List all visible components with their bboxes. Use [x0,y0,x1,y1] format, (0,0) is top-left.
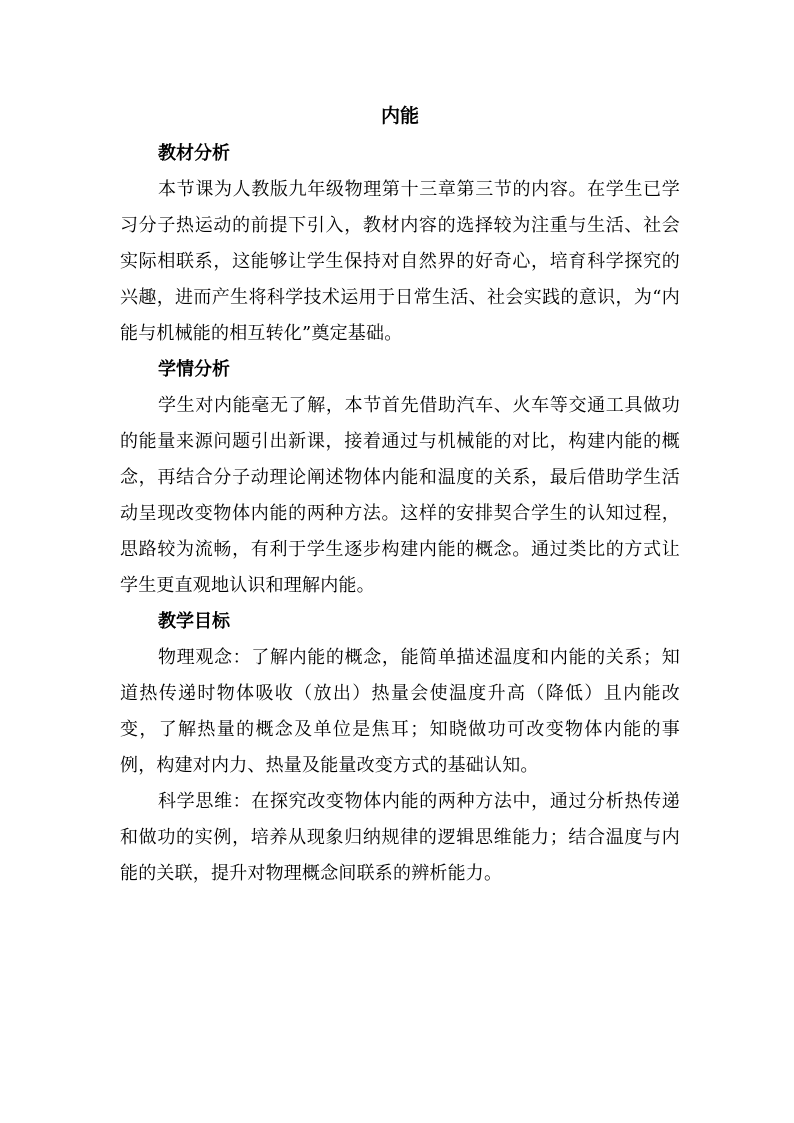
section-teaching-objectives [120,604,680,892]
section-heading: 教材分析 [158,143,230,164]
paragraph: 科学思维：在探究改变物体内能的两种方法中，通过分析热传递和做功的实例，培养从现象归纳规律的逻辑思维能力；结合温度与内能的关联，提升对物理概念间联系的辨析能力。 [120,791,680,884]
section-textbook-analysis [120,136,680,352]
section-student-analysis [120,352,680,604]
paragraph: 物理观念：了解内能的概念，能简单描述温度和内能的关系；知道热传递时物体吸收（放出）热量会使温度升高（降低）且内能改变，了解热量的概念及单位是焦耳；知晓做功可改变物体内能的事例，构建对内力、热量及能量改变方式的基础认知。 [120,647,680,776]
section-heading: 教学目标 [158,611,230,632]
document-page [120,100,680,892]
document-title: 内能 [380,105,419,127]
paragraph: 本节课为人教版九年级物理第十三章第三节的内容。在学生已学习分子热运动的前提下引入，教材内容的选择较为注重与生活、社会实际相联系，这能够让学生保持对自然界的好奇心，培育科学探究的兴趣，进而产生将科学技术运用于日常生活、社会实践的意识，为“内能与机械能的相互转化”奠定基础。 [120,179,680,344]
section-heading: 学情分析 [158,359,230,380]
paragraph: 学生对内能毫无了解，本节首先借助汽车、火车等交通工具做功的能量来源问题引出新课，接着通过与机械能的对比，构建内能的概念，再结合分子动理论阐述物体内能和温度的关系，最后借助学生活动呈现改变物体内能的两种方法。这样的安排契合学生的认知过程，思路较为流畅，有利于学生逐步构建内能的概念。通过类比的方式让学生更直观地认识和理解内能。 [120,395,680,596]
